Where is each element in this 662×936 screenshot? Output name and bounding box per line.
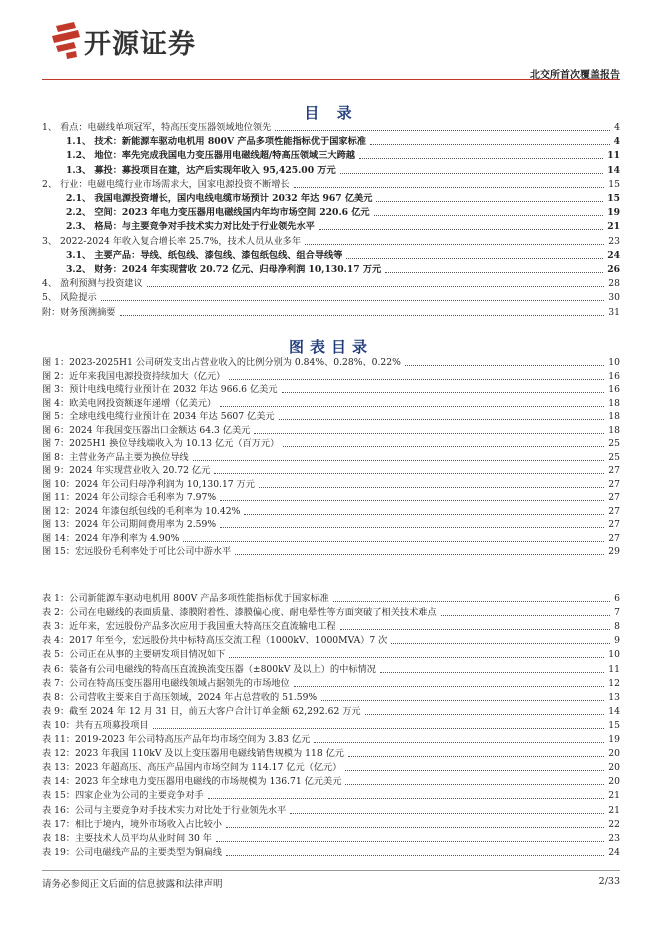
table-entry-text: 表 18：主要技术人员平均从业时间 30 年 xyxy=(42,832,212,844)
leader-dots xyxy=(193,460,605,461)
table-entry-page: 21 xyxy=(608,804,620,816)
toc-entry-text: 2.3、 格局：与主要竞争对手技术实力对比处于行业领先水平 xyxy=(66,221,315,233)
toc-entry-page: 14 xyxy=(607,164,620,176)
table-entry[interactable] xyxy=(42,620,620,633)
table-entry-page: 12 xyxy=(608,677,620,689)
table-entry-text: 表 9：截至 2024 年 12 月 31 日，前五大客户合计订单金额 62,292.62 万元 xyxy=(42,705,361,717)
leader-dots xyxy=(220,500,604,501)
leader-dots xyxy=(220,406,604,407)
leader-dots xyxy=(220,527,604,528)
leader-dots xyxy=(153,728,605,729)
leader-dots xyxy=(359,158,603,159)
table-entry-page: 21 xyxy=(608,790,620,802)
table-entry[interactable] xyxy=(42,818,620,831)
table-entry-text: 表 13：2023 年超高压、高压产品国内市场空间为 114.17 亿元（亿元） xyxy=(42,762,342,774)
leader-dots xyxy=(259,487,604,488)
table-entry-text: 表 19：公司电磁线产品的主要类型为铜扁线 xyxy=(42,846,222,858)
toc-entry[interactable] xyxy=(66,149,620,162)
figure-entry-page: 27 xyxy=(608,492,620,503)
table-entry-page: 7 xyxy=(614,607,620,619)
toc-entry-page: 15 xyxy=(607,193,620,204)
table-entry-text: 表 17：相比于境内，境外市场收入占比较小 xyxy=(42,818,222,830)
leader-dots xyxy=(282,392,605,393)
toc-entry-page: 21 xyxy=(607,221,620,233)
table-entry-page: 20 xyxy=(608,762,620,774)
toc-entry[interactable] xyxy=(42,178,620,191)
leader-dots xyxy=(120,315,605,316)
leader-dots xyxy=(405,365,604,366)
figure-entry[interactable] xyxy=(42,478,620,491)
toc-entry-text: 3.1、 主要产品：导线、纸包线、漆包线、漆包纸包线、组合导线等 xyxy=(66,249,343,261)
toc-entry[interactable] xyxy=(66,135,620,148)
toc-entry-page: 15 xyxy=(608,178,620,190)
figure-entry[interactable] xyxy=(42,545,620,558)
figure-entry[interactable] xyxy=(42,505,620,518)
toc-entry-page: 26 xyxy=(607,264,620,275)
figure-entry[interactable] xyxy=(42,424,620,437)
table-entry[interactable] xyxy=(42,691,620,704)
toc-entry[interactable] xyxy=(42,235,620,248)
figure-entry[interactable] xyxy=(42,464,620,477)
figure-entry-text: 图 10：2024 年公司归母净利润为 10,130.17 万元 xyxy=(42,478,255,490)
toc-entry[interactable] xyxy=(66,220,620,233)
figure-entry-text: 图 15：宏远股份毛利率处于可比公司中游水平 xyxy=(42,546,232,557)
table-entry-text: 表 10：共有五项募投项目 xyxy=(42,719,149,731)
toc-entry[interactable] xyxy=(66,206,620,219)
table-entry[interactable] xyxy=(42,846,620,859)
table-entry-text: 表 5：公司正在从事的主要研发项目情况如下 xyxy=(42,649,226,661)
leader-dots xyxy=(279,419,605,420)
table-entry-page: 14 xyxy=(608,705,620,717)
table-entry[interactable] xyxy=(42,747,620,760)
figure-entry-text: 图 8：主营业务产品主要为换位导线 xyxy=(42,451,189,463)
figure-entry-text: 图 9：2024 年实现营业收入 20.72 亿元 xyxy=(42,465,211,476)
toc-entry-text: 1.1、 技术：新能源车驱动电机用 800V 产品多项性能指标优于国家标准 xyxy=(66,136,366,148)
leader-dots xyxy=(380,672,604,673)
report-type-label: 北交所首次覆盖报告 xyxy=(530,70,620,81)
toc-entry-page: 19 xyxy=(607,207,620,219)
header-divider xyxy=(42,79,620,80)
figure-entry[interactable] xyxy=(42,397,620,410)
leader-dots xyxy=(340,173,604,174)
table-entry[interactable] xyxy=(42,775,620,788)
leader-dots xyxy=(294,686,605,687)
figure-entry-text: 图 13：2024 年公司期间费用率为 2.59% xyxy=(42,519,217,530)
figure-entry-page: 16 xyxy=(608,370,620,382)
table-entry-page: 10 xyxy=(608,649,620,661)
figure-entry-text: 图 7：2025H1 换位导线端收入为 10.13 亿元（百万元） xyxy=(42,438,280,449)
toc-entry-text: 1.3、 募投：募投项目在建，达产后实现年收入 95,425.00 万元 xyxy=(66,164,336,176)
leader-dots xyxy=(333,601,610,602)
table-entry-page: 9 xyxy=(614,635,620,647)
figure-entry-text: 图 11：2024 年公司综合毛利率为 7.97% xyxy=(42,492,217,503)
table-entry-page: 11 xyxy=(608,663,620,675)
figure-entry[interactable] xyxy=(42,383,620,396)
footer-disclaimer: 请务必参阅正文后面的信息披露和法律声明 xyxy=(42,879,223,890)
toc-entry-page: 11 xyxy=(607,150,620,162)
figure-entry[interactable] xyxy=(42,518,620,531)
figure-entry-page: 16 xyxy=(608,384,620,395)
table-entry-page: 8 xyxy=(614,621,620,633)
leader-dots xyxy=(235,554,604,555)
figure-entry-page: 27 xyxy=(608,505,620,517)
leader-dots xyxy=(101,300,605,301)
figure-entry-page: 27 xyxy=(608,465,620,476)
leader-dots xyxy=(321,700,604,701)
page-number: 2/33 xyxy=(598,876,620,887)
leader-dots xyxy=(229,379,604,380)
toc-entry[interactable] xyxy=(66,249,620,262)
leader-dots xyxy=(385,272,603,273)
figure-entry-text: 图 4：欧美电网投资额逐年递增（亿美元） xyxy=(42,397,217,409)
figure-entry-text: 图 14：2024 年净利率为 4.90% xyxy=(42,532,180,544)
leader-dots xyxy=(294,187,605,188)
leader-dots xyxy=(244,514,604,515)
leader-dots xyxy=(340,629,611,630)
leader-dots xyxy=(208,798,605,799)
figure-entry-page: 25 xyxy=(608,451,620,463)
figure-entry[interactable] xyxy=(42,451,620,464)
toc-entry-text: 1.2、 地位：率先完成我国电力变压器用电磁线超/特高压领域三大跨越 xyxy=(66,150,355,162)
toc-entry-text: 3、 2022-2024 年收入复合增长率 25.7%，技术人员从业多年 xyxy=(42,235,302,247)
table-entry-text: 表 12：2023 年我国 110kV 及以上变压器用电磁线销售规模为 118 亿元 xyxy=(42,748,344,760)
table-entry-text: 表 11：2019-2023 年公司特高压产品年均市场空间为 3.83 亿元 xyxy=(42,734,311,745)
leader-dots xyxy=(319,229,603,230)
figure-entry-page: 27 xyxy=(608,532,620,544)
toc-entry-page: 4 xyxy=(614,122,620,133)
figure-entry[interactable] xyxy=(42,356,620,369)
table-entry-text: 表 2：公司在电磁线的表面质量、漆膜附着性、漆膜偏心度、耐电晕性等方面突破了相关技术难点 xyxy=(42,607,437,619)
toc-entry-page: 31 xyxy=(608,306,620,318)
table-entry-page: 15 xyxy=(608,719,620,731)
table-entry-page: 19 xyxy=(608,734,620,745)
toc-entry-text: 附：财务预测摘要 xyxy=(42,306,116,318)
toc-entry-text: 1、 看点：电磁线单项冠军，特高压变压器领域地位领先 xyxy=(42,122,272,133)
toc-entry[interactable] xyxy=(42,277,620,290)
table-entry[interactable] xyxy=(42,733,620,746)
leader-dots xyxy=(229,657,604,658)
toc-entry[interactable] xyxy=(66,192,620,205)
table-entry[interactable] xyxy=(42,832,620,845)
table-entry-page: 20 xyxy=(608,776,620,788)
brand-name: 开源证券 xyxy=(84,29,196,60)
table-entry-text: 表 8：公司营收主要来自于高压领域，2024 年占总营收的 51.59% xyxy=(42,691,318,703)
leader-dots xyxy=(214,473,604,474)
leader-dots xyxy=(183,541,604,542)
table-entry-text: 表 14：2023 年全球电力变压器用电磁线的市场规模为 136.71 亿元美元 xyxy=(42,776,342,788)
leader-dots xyxy=(314,742,604,743)
toc-entry-text: 4、 盈利预测与投资建议 xyxy=(42,278,143,290)
table-entry-page: 13 xyxy=(608,691,620,703)
toc-entry-text: 5、 风险提示 xyxy=(42,292,97,304)
leader-dots xyxy=(376,201,603,202)
toc-entry-text: 2.2、 空间：2023 年电力变压器用电磁线国内年均市场空间 220.6 亿元 xyxy=(66,207,370,219)
table-entry[interactable] xyxy=(42,761,620,774)
figure-entry-page: 18 xyxy=(608,397,620,409)
toc-entry-text: 2、 行业：电磁电缆行业市场需求大，国家电源投资不断增长 xyxy=(42,178,290,190)
table-entry[interactable] xyxy=(42,592,620,605)
figure-entry-text: 图 5：全球电线电缆行业预计在 2034 年达 5607 亿美元 xyxy=(42,411,275,422)
table-entry-page: 6 xyxy=(614,593,620,604)
leader-dots xyxy=(216,841,604,842)
table-entry-page: 20 xyxy=(608,748,620,760)
figure-entry-text: 图 3：预计电线电缆行业预计在 2032 年达 966.6 亿美元 xyxy=(42,384,278,395)
table-entry-page: 23 xyxy=(608,832,620,844)
table-entry[interactable] xyxy=(42,677,620,690)
leader-dots xyxy=(290,813,604,814)
figure-entry-page: 18 xyxy=(608,424,620,436)
figure-entry[interactable] xyxy=(42,532,620,545)
leader-dots xyxy=(283,446,604,447)
toc-entry[interactable] xyxy=(42,121,620,134)
toc-entry-page: 24 xyxy=(607,249,620,261)
leader-dots xyxy=(346,258,603,259)
toc-entry-page: 28 xyxy=(608,278,620,290)
table-entry-text: 表 3：近年来，宏远股份产品多次应用于我国重大特高压交直流输电工程 xyxy=(42,621,336,633)
figure-entry-page: 18 xyxy=(608,411,620,422)
leader-dots xyxy=(348,756,604,757)
table-entry-text: 表 4：2017 年至今，宏远股份共中标特高压交流工程（1000kV、1000MVA）7 次 xyxy=(42,635,388,647)
table-entry-text: 表 15：四家企业为公司的主要竞争对手 xyxy=(42,790,204,802)
table-entry[interactable] xyxy=(42,634,620,647)
figure-entry-text: 图 12：2024 年漆包纸包线的毛利率为 10.42% xyxy=(42,505,241,517)
leader-dots xyxy=(365,714,605,715)
figure-entry-page: 25 xyxy=(608,438,620,449)
toc-entry-page: 30 xyxy=(608,292,620,304)
footer-divider xyxy=(42,870,620,871)
table-entry-text: 表 6：装备有公司电磁线的特高压直流换流变压器（±800kV 及以上）的中标情况 xyxy=(42,663,376,675)
figures-title: 图表目录 xyxy=(288,338,373,356)
toc-entry[interactable] xyxy=(66,263,620,276)
toc-entry-page: 23 xyxy=(608,235,620,247)
table-entry-page: 22 xyxy=(608,818,620,830)
toc-entry[interactable] xyxy=(66,164,620,177)
leader-dots xyxy=(370,144,610,145)
figure-entry-page: 27 xyxy=(608,478,620,490)
leader-dots xyxy=(226,827,604,828)
table-entry-text: 表 16：公司与主要竞争对手技术实力对比处于行业领先水平 xyxy=(42,804,287,816)
figure-entry-text: 图 1：2023-2025H1 公司研发支出占营业收入的比例分别为 0.84%、0.28%、0.22% xyxy=(42,357,401,368)
figure-entry[interactable] xyxy=(42,410,620,423)
table-entry-page: 24 xyxy=(608,846,620,858)
figure-entry-text: 图 6：2024 年我国变压器出口金额达 64.3 亿美元 xyxy=(42,424,251,436)
table-entry[interactable] xyxy=(42,606,620,619)
table-entry[interactable] xyxy=(42,705,620,718)
leader-dots xyxy=(147,286,605,287)
figure-entry[interactable] xyxy=(42,491,620,504)
toc-entry-page: 4 xyxy=(613,136,620,148)
leader-dots xyxy=(226,855,604,856)
leader-dots xyxy=(391,643,610,644)
figure-entry[interactable] xyxy=(42,370,620,383)
table-entry[interactable] xyxy=(42,719,620,732)
figure-entry-page: 27 xyxy=(608,519,620,530)
toc-title: 目 录 xyxy=(304,104,358,122)
toc-entry[interactable] xyxy=(42,306,620,319)
table-entry[interactable] xyxy=(42,648,620,661)
toc-entry-text: 3.2、 财务：2024 年实现营收 20.72 亿元、归母净利润 10,130.17 万元 xyxy=(66,264,382,275)
leader-dots xyxy=(275,130,610,131)
leader-dots xyxy=(345,770,604,771)
leader-dots xyxy=(254,433,604,434)
table-entry[interactable] xyxy=(42,663,620,676)
table-entry-text: 表 7：公司在特高压变压器用电磁线领域占据领先的市场地位 xyxy=(42,677,290,689)
figure-entry[interactable] xyxy=(42,437,620,450)
figure-entry-page: 29 xyxy=(608,546,620,557)
figure-entry-text: 图 2：近年来我国电源投资持续加大（亿元） xyxy=(42,370,226,382)
table-entry[interactable] xyxy=(42,804,620,817)
table-entry-text: 表 1：公司新能源车驱动电机用 800V 产品多项性能指标优于国家标准 xyxy=(42,593,329,604)
toc-entry-text: 2.1、 我国电源投资增长，国内电线电缆市场预计 2032 年达 967 亿美元 xyxy=(66,193,373,204)
toc-entry[interactable] xyxy=(42,291,620,304)
leader-dots xyxy=(305,244,604,245)
leader-dots xyxy=(441,615,611,616)
leader-dots xyxy=(345,784,604,785)
leader-dots xyxy=(374,215,604,216)
figure-entry-page: 10 xyxy=(608,357,620,368)
table-entry[interactable] xyxy=(42,789,620,802)
